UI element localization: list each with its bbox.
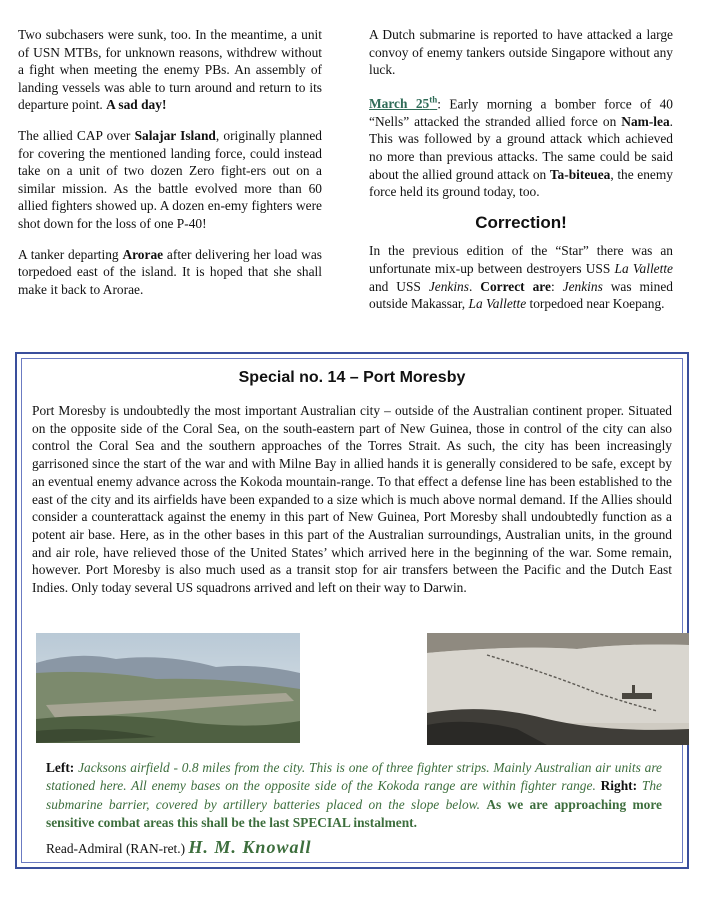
photo-caption: Left: Jacksons airfield - 0.8 miles from the city. This is one of three fighter strips. Mainly Australian air units are stationed here. All enemy bases on the opposite side of the Kokoda range are within fighter range. Right: The submarine barrier, covered by artillery batteries placed on the slope below. As we are approaching more sensitive combat areas this shall be the last SPECIAL instalment. xyxy=(46,760,662,830)
place-namlea: Nam-lea xyxy=(621,113,670,129)
submarine-barrier-photo xyxy=(427,633,689,745)
special-box xyxy=(15,352,689,869)
correction-heading: Correction! xyxy=(475,212,567,232)
sad-day-text: A sad day! xyxy=(106,97,167,113)
paragraph-subchasers: Two subchasers were sunk, too. In the meantime, a unit of USN MTBs, for unknown reasons, withdrew without a fight when meeting the enemy PBs. An assembly of landing vessels was able to turn around and return to its departure point. A sad day! xyxy=(18,27,322,113)
left-column xyxy=(18,26,322,311)
special-body-text: Port Moresby is undoubtedly the most important Australian city – outside of the Australian continent proper. Situated on the opposite side of the Coral Sea, on the south-eastern part of New Guinea, those in control of the city can also control the Coral Sea and the southern approaches of the Torres Strait. As such, the city has been increasingly garrisoned since the start of the war and with Milne Bay in allied hands it is generally considered to be safe, except by an eventual enemy advance across the Kokoda mountain-range. To that effect a defense line has been established to the east of the city and its airfields have been expanded to a size which is much above normal demand. If the Allies should consider a counterattack against the enemy in this part of New Guinea, Port Moresby shall undoubtedly function as a potent air base. Here, as in the other bases in this part of the Australian surroundings, Australian units, in the ground and air role, have relieved those of the United States’ which arrived here in the beginning of the war. Some remain, however. Port Moresby is also much used as a transit stop for air transfers between the Pacific and the Dutch East Indies. Only today several US squadrons arrived and left on their way to Darwin. xyxy=(32,403,672,596)
paragraph-correction: In the previous edition of the “Star” there was an unfortunate mix-up between destroyers USS La Vallette and USS Jenkins. Correct are: Jenkins was mined outside Makassar, La Vallette torpedoed near Koepang. xyxy=(369,243,673,312)
paragraph-salajar: The allied CAP over Salajar Island, originally planned for covering the mentioned landing force, could instead take on a unit of two dozen Zero fight-ers out on a similar mission. As the battle evolved more than 60 allied fighters showed up. A dozen en-emy fighters were shot down for the loss of one P-40! xyxy=(18,127,322,231)
place-arorae: Arorae xyxy=(122,246,164,262)
special-inner-frame xyxy=(21,358,683,863)
paragraph-arorae: A tanker departing Arorae after delivering her load was torpedoed east of the island. It is hoped that she shall make it back to Arorae. xyxy=(18,246,323,297)
place-salajar: Salajar Island xyxy=(134,127,216,143)
date-march-25: March 25th xyxy=(369,94,438,112)
signature-line: Read-Admiral (RAN-ret.) H. M. Knowall xyxy=(46,837,312,857)
signature-name: H. M. Knowall xyxy=(188,837,312,857)
place-tabiteuea: Ta-biteuea xyxy=(549,166,611,182)
special-title: Special no. 14 – Port Moresby xyxy=(238,369,466,386)
paragraph-dutch-sub: A Dutch submarine is reported to have attacked a large convoy of enemy tankers outside Singapore without any luck. xyxy=(369,27,673,78)
airfield-photo xyxy=(36,633,300,743)
right-column xyxy=(369,26,673,326)
paragraph-march25: March 25th: Early morning a bomber force of 40 “Nells” attacked the stranded allied force on Nam-lea. This was followed by a ground attack which achieved no more than previous attacks. The same could be said about the allied ground attack on Ta-biteuea, the enemy force held its ground today, too. xyxy=(369,94,673,200)
